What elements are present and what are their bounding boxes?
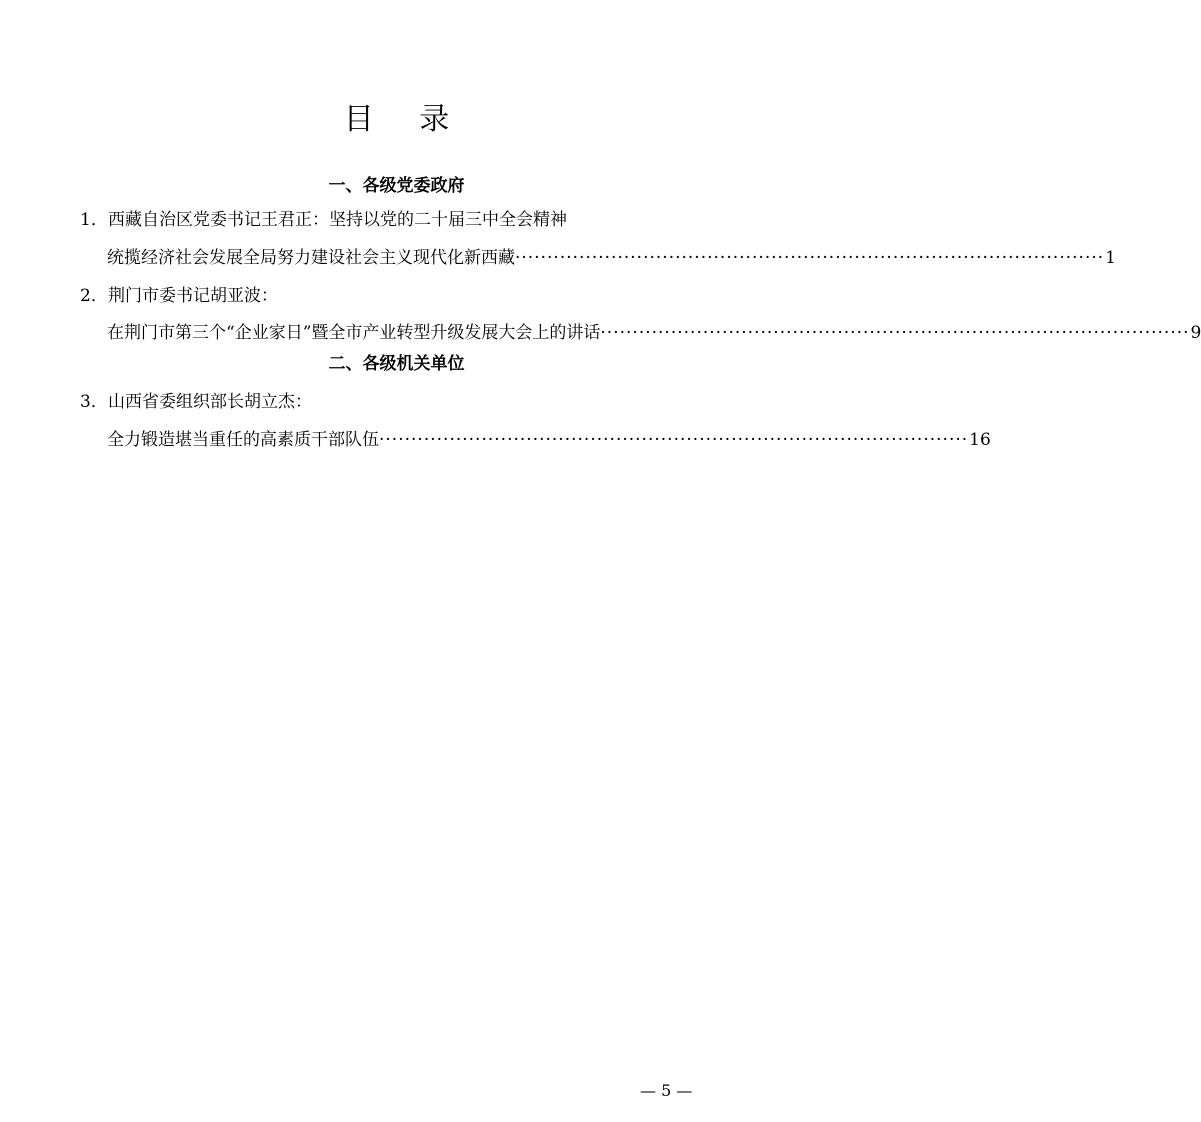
toc-entry-1-title-line[interactable] [107,245,1116,271]
entry-page-number: 16 [969,430,991,450]
dot-leader: ···························································································· [379,430,969,450]
section-heading-1: 一、各级党委政府 [328,176,465,196]
toc-entry-3-author-line[interactable] [80,389,312,415]
entry-number: 1． [80,210,108,230]
entry-author: 山西省委组织部长胡立杰： [108,392,312,412]
toc-entry-2-title-line[interactable] [107,320,1201,346]
entry-subtitle: 全力锻造堪当重任的高素质干部队伍 [107,430,379,450]
toc-entry-2-author-line[interactable] [80,283,278,309]
section-heading-2: 二、各级机关单位 [328,354,465,374]
entry-number: 3． [80,392,108,412]
page-footer-number: — 5 — [640,1081,693,1100]
entry-subtitle: 在荆门市第三个“企业家日”暨全市产业转型升级发展大会上的讲话 [107,323,601,343]
dot-leader: ···························································································· [600,323,1190,343]
toc-entry-1-author-line[interactable] [80,207,567,233]
dot-leader: ···························································································· [515,248,1105,268]
entry-author: 西藏自治区党委书记王君正：坚持以党的二十届三中全会精神 [108,210,567,230]
entry-page-number: 9 [1190,323,1201,343]
entry-page-number: 1 [1105,248,1116,268]
entry-subtitle: 统揽经济社会发展全局努力建设社会主义现代化新西藏 [107,248,515,268]
entry-author: 荆门市委书记胡亚波： [108,286,278,306]
entry-number: 2． [80,286,108,306]
toc-title: 目 录 [343,102,468,137]
toc-entry-3-title-line[interactable] [107,427,991,453]
